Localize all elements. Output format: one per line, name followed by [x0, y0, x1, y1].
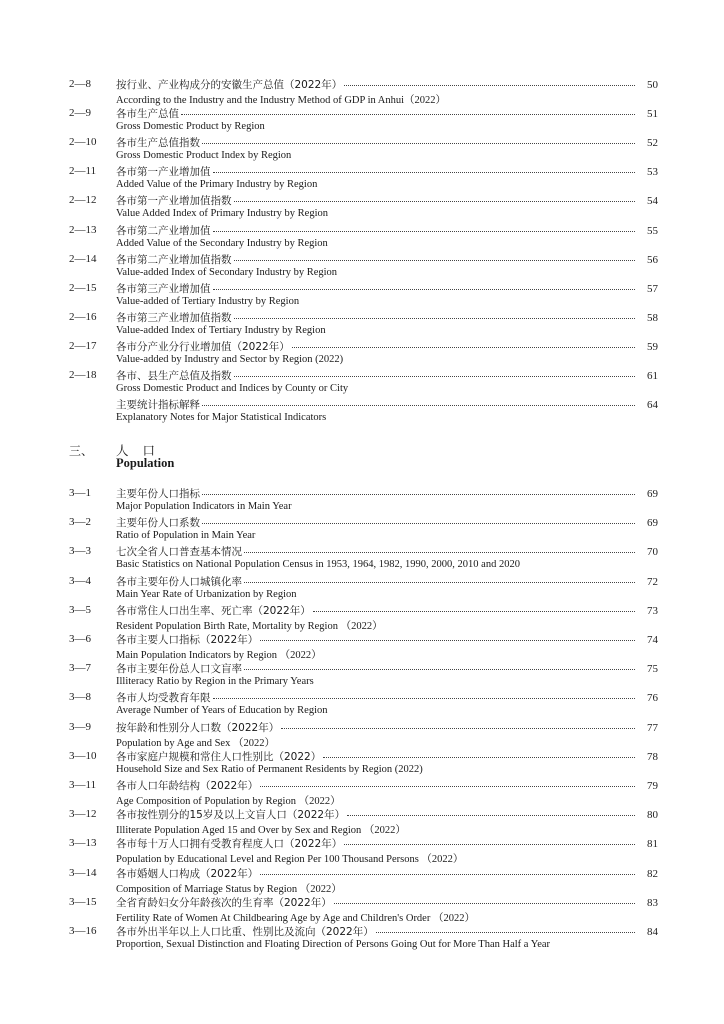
toc-entry[interactable] [0, 542, 724, 572]
entry-title-line [116, 603, 658, 618]
entry-title-english: Composition of Marriage Status by Region （2022） [116, 883, 342, 895]
entry-page-number[interactable]: 61 [647, 370, 658, 382]
toc-entry[interactable] [0, 776, 724, 806]
toc-entry[interactable] [0, 864, 724, 894]
entry-number: 2—15 [69, 281, 97, 294]
dot-leader [376, 932, 635, 933]
entry-page-number[interactable]: 64 [647, 399, 658, 412]
entry-page-number[interactable]: 75 [647, 663, 658, 676]
section-title-chinese: 人口 [116, 443, 170, 458]
toc-entry[interactable] [0, 747, 724, 777]
entry-title-line [116, 252, 658, 267]
dot-leader [202, 494, 635, 495]
entry-title-chinese: 各市第一产业增加值 [116, 166, 211, 179]
dot-leader [213, 231, 636, 232]
section-title-english: Population [116, 456, 175, 470]
entry-title-chinese: 各市分产业分行业增加值（2022年） [116, 340, 290, 353]
entry-title-line [116, 397, 658, 412]
dot-leader [260, 874, 635, 875]
entry-number: 3—4 [69, 574, 91, 587]
entry-title-line [116, 135, 658, 150]
entry-title-line [116, 574, 658, 589]
entry-title-chinese: 各市第二产业增加值 [116, 224, 211, 237]
entry-number: 2—10 [69, 136, 97, 149]
entry-page-number[interactable]: 77 [647, 721, 658, 734]
toc-entry[interactable] [0, 221, 724, 251]
entry-number: 3—1 [69, 487, 91, 499]
entry-title-chinese: 各市常住人口出生率、死亡率（2022年） [116, 604, 311, 617]
entry-number: 3—11 [69, 779, 97, 791]
entry-page-number[interactable]: 54 [647, 195, 658, 208]
entry-number: 2—8 [69, 78, 91, 90]
entry-number: 2—12 [69, 194, 97, 207]
dot-leader [323, 757, 635, 758]
entry-title-english: Value-added by Industry and Sector by Region (2022) [116, 353, 344, 365]
toc-entry[interactable] [0, 191, 724, 221]
entry-title-english: Proportion, Sexual Distinction and Floating Direction of Persons Going Out for More Than Half a Year [116, 939, 551, 950]
toc-entry[interactable] [0, 133, 724, 163]
entry-page-number[interactable]: 69 [647, 488, 658, 500]
entry-title-chinese: 各市生产总值指数 [116, 137, 200, 150]
entry-number: 3—8 [69, 691, 91, 704]
entry-number: 3—10 [69, 749, 97, 762]
entry-title-english: Ratio of Population in Main Year [116, 530, 256, 542]
dot-leader [202, 143, 635, 144]
toc-entry[interactable] [0, 922, 724, 952]
entry-title-english: Added Value of the Secondary Industry by Region [116, 237, 328, 249]
entry-title-chinese: 各市外出半年以上人口比重、性别比及流向（2022年） [116, 926, 374, 938]
dot-leader [213, 289, 636, 290]
entry-title-line [116, 486, 658, 501]
entry-title-line [116, 368, 658, 383]
entry-title-chinese: 七次全省人口普查基本情况 [116, 546, 242, 559]
entry-title-english: Age Composition of Population by Region （2022） [116, 796, 341, 807]
entry-page-number[interactable]: 82 [647, 867, 658, 880]
entry-page-number[interactable]: 80 [647, 809, 658, 822]
entry-number: 3—16 [69, 925, 97, 937]
entry-page-number[interactable]: 73 [647, 604, 658, 617]
entry-title-chinese: 各市第三产业增加值 [116, 282, 211, 295]
entry-title-line [116, 164, 658, 179]
entry-title-line [116, 690, 658, 705]
entry-page-number[interactable]: 83 [647, 896, 658, 909]
toc-entry[interactable] [0, 162, 724, 192]
entry-title-line [116, 339, 658, 354]
entry-title-line [116, 895, 658, 910]
entry-title-chinese: 主要年份人口系数 [116, 517, 200, 530]
entry-title-english: Average Number of Years of Education by Region [116, 705, 328, 717]
entry-title-english: Main Year Rate of Urbanization by Region [116, 588, 297, 600]
toc-entry[interactable] [0, 366, 724, 396]
entry-page-number[interactable]: 58 [647, 311, 658, 324]
entry-title-english: According to the Industry and the Industry Method of GDP in Anhui（2022） [116, 95, 447, 106]
dot-leader [334, 903, 635, 904]
dot-leader [347, 815, 635, 816]
entry-title-english: Population by Educational Level and Region Per 100 Thousand Persons （2022） [116, 854, 464, 866]
entry-page-number[interactable]: 72 [647, 575, 658, 588]
entry-title-chinese: 各市第一产业增加值指数 [116, 195, 232, 208]
entry-title-english: Value Added Index of Primary Industry by Region [116, 208, 329, 220]
entry-page-number[interactable]: 59 [647, 340, 658, 353]
entry-title-line [116, 836, 658, 851]
entry-title-line [116, 924, 658, 939]
entry-title-chinese: 主要年份人口指标 [116, 488, 200, 500]
toc-entry[interactable] [0, 104, 724, 134]
entry-page-number[interactable]: 53 [647, 166, 658, 179]
section-number: 三、 [69, 444, 94, 458]
toc-entry[interactable] [0, 337, 724, 367]
entry-title-english: Gross Domestic Product by Region [116, 121, 265, 133]
entry-title-chinese: 各市家庭户规模和常住人口性别比（2022） [116, 750, 322, 763]
entry-title-line [116, 778, 658, 793]
entry-title-line [116, 720, 658, 735]
entry-title-english: Value-added Index of Secondary Industry by Region [116, 266, 338, 278]
entry-number: 2—17 [69, 339, 97, 352]
dot-leader [344, 844, 635, 845]
entry-title-line [116, 749, 658, 764]
entry-title-line [116, 515, 658, 530]
entry-page-number[interactable]: 57 [647, 282, 658, 295]
entry-title-chinese: 主要统计指标解释 [116, 399, 200, 412]
toc-entry[interactable] [0, 484, 724, 514]
entry-page-number[interactable]: 81 [647, 838, 658, 851]
dot-leader [202, 405, 635, 406]
entry-number: 3—7 [69, 662, 91, 675]
entry-title-chinese: 各市婚姻人口构成（2022年） [116, 867, 259, 880]
entry-title-english: Basic Statistics on National Population Census in 1953, 1964, 1982, 1990, 2000, 2010 and 2020 [116, 559, 520, 571]
entry-page-number[interactable]: 52 [647, 137, 658, 150]
entry-title-english: Value-added Index of Tertiary Industry by Region [116, 324, 326, 336]
entry-title-chinese: 各市按性别分的15岁及以上文盲人口（2022年） [116, 809, 346, 822]
dot-leader [260, 640, 635, 641]
dot-leader [313, 611, 635, 612]
entry-title-chinese: 各市主要人口指标（2022年） [116, 634, 259, 646]
entry-title-chinese: 各市人均受教育年限 [116, 692, 211, 705]
entry-number: 3—3 [69, 545, 91, 558]
entry-title-chinese: 按行业、产业构成分的安徽生产总值（2022年） [116, 79, 343, 91]
toc-entry[interactable] [0, 308, 724, 338]
entry-number: 3—5 [69, 603, 91, 616]
entry-page-number[interactable]: 79 [647, 780, 658, 792]
dot-leader [292, 347, 635, 348]
entry-title-english: Illiteracy Ratio by Region in the Primary Years [116, 676, 314, 688]
entry-page-number[interactable]: 74 [647, 634, 658, 646]
entry-title-chinese: 各市每十万人口拥有受教育程度人口（2022年） [116, 838, 343, 851]
toc-entry[interactable] [0, 805, 724, 835]
toc-entry[interactable] [0, 688, 724, 718]
entry-title-chinese: 各市、县生产总值及指数 [116, 370, 232, 382]
dot-leader [234, 318, 636, 319]
entry-title-chinese: 各市主要年份总人口文盲率 [116, 663, 242, 676]
dot-leader [244, 582, 635, 583]
toc-entry[interactable] [0, 718, 724, 748]
entry-title-english: Added Value of the Primary Industry by Region [116, 179, 318, 191]
entry-title-line [116, 106, 658, 121]
dot-leader [213, 172, 636, 173]
entry-title-english: Gross Domestic Product and Indices by County or City [116, 383, 349, 394]
dot-leader [202, 523, 635, 524]
entry-title-chinese: 按年龄和性别分人口数（2022年） [116, 721, 280, 734]
entry-title-english: Household Size and Sex Ratio of Permanent Residents by Region (2022) [116, 763, 423, 775]
entry-number: 2—13 [69, 223, 97, 236]
entry-title-line [116, 632, 658, 647]
entry-number: 3—12 [69, 808, 97, 821]
toc-entry[interactable] [0, 834, 724, 864]
entry-number: 3—13 [69, 837, 97, 850]
entry-title-english: Resident Population Birth Rate, Mortality by Region （2022） [116, 620, 383, 632]
entry-number: 2—11 [69, 165, 97, 178]
toc-entry[interactable] [0, 601, 724, 631]
entry-number: 3—2 [69, 516, 91, 529]
entry-number: 2—14 [69, 252, 97, 265]
entry-title-line [116, 77, 658, 92]
entry-title-english: Main Population Indicators by Region （2022） [116, 650, 322, 661]
dot-leader [234, 201, 636, 202]
toc-entry[interactable] [0, 893, 724, 923]
entry-number: 3—6 [69, 633, 91, 645]
dot-leader [281, 728, 635, 729]
toc-entry[interactable] [0, 395, 724, 425]
entry-title-english: Illiterate Population Aged 15 and Over by Sex and Region （2022） [116, 825, 406, 837]
toc-entry[interactable] [0, 630, 724, 660]
entry-title-line [116, 807, 658, 822]
entry-page-number[interactable]: 50 [647, 79, 658, 91]
entry-title-line [116, 223, 658, 238]
toc-entry[interactable] [0, 250, 724, 280]
entry-number: 3—14 [69, 866, 97, 879]
entry-page-number[interactable]: 56 [647, 253, 658, 266]
dot-leader [260, 786, 635, 787]
entry-page-number[interactable]: 69 [647, 517, 658, 530]
entry-number: 2—16 [69, 310, 97, 323]
entry-title-chinese: 各市人口年龄结构（2022年） [116, 780, 259, 792]
entry-page-number[interactable]: 70 [647, 546, 658, 559]
entry-title-line [116, 661, 658, 676]
entry-title-english: Gross Domestic Product Index by Region [116, 150, 292, 162]
entry-title-line [116, 544, 658, 559]
toc-entry[interactable] [0, 513, 724, 543]
entry-page-number[interactable]: 55 [647, 224, 658, 237]
entry-title-english: Major Population Indicators in Main Year [116, 501, 292, 512]
entry-page-number[interactable]: 76 [647, 692, 658, 705]
entry-title-line [116, 310, 658, 325]
entry-title-line [116, 193, 658, 208]
toc-entry[interactable] [0, 279, 724, 309]
entry-page-number[interactable]: 78 [647, 750, 658, 763]
entry-page-number[interactable]: 51 [647, 108, 658, 121]
dot-leader [344, 85, 635, 86]
toc-entry[interactable] [0, 659, 724, 689]
entry-title-english: Population by Age and Sex （2022） [116, 737, 275, 749]
dot-leader [234, 376, 636, 377]
entry-title-chinese: 各市第三产业增加值指数 [116, 311, 232, 324]
toc-entry[interactable] [0, 572, 724, 602]
entry-title-line [116, 281, 658, 296]
entry-title-chinese: 各市生产总值 [116, 108, 179, 121]
entry-page-number[interactable]: 84 [647, 926, 658, 938]
entry-title-english: Value-added of Tertiary Industry by Region [116, 295, 300, 307]
entry-title-line [116, 866, 658, 881]
dot-leader [213, 698, 636, 699]
dot-leader [244, 552, 635, 553]
entry-number: 3—9 [69, 720, 91, 733]
entry-title-chinese: 各市主要年份人口城镇化率 [116, 575, 242, 588]
dot-leader [244, 669, 635, 670]
section-heading-population [0, 440, 724, 474]
entry-number: 2—9 [69, 107, 91, 120]
entry-title-english: Fertility Rate of Women At Childbearing Age by Age and Children's Order （2022） [116, 912, 475, 924]
entry-number: 2—18 [69, 369, 97, 381]
entry-title-chinese: 全省育龄妇女分年龄孩次的生育率（2022年） [116, 896, 332, 909]
entry-number: 3—15 [69, 895, 97, 908]
toc-entry[interactable] [0, 75, 724, 105]
entry-title-chinese: 各市第二产业增加值指数 [116, 253, 232, 266]
dot-leader [234, 260, 636, 261]
dot-leader [181, 114, 635, 115]
entry-title-english: Explanatory Notes for Major Statistical Indicators [116, 412, 327, 424]
